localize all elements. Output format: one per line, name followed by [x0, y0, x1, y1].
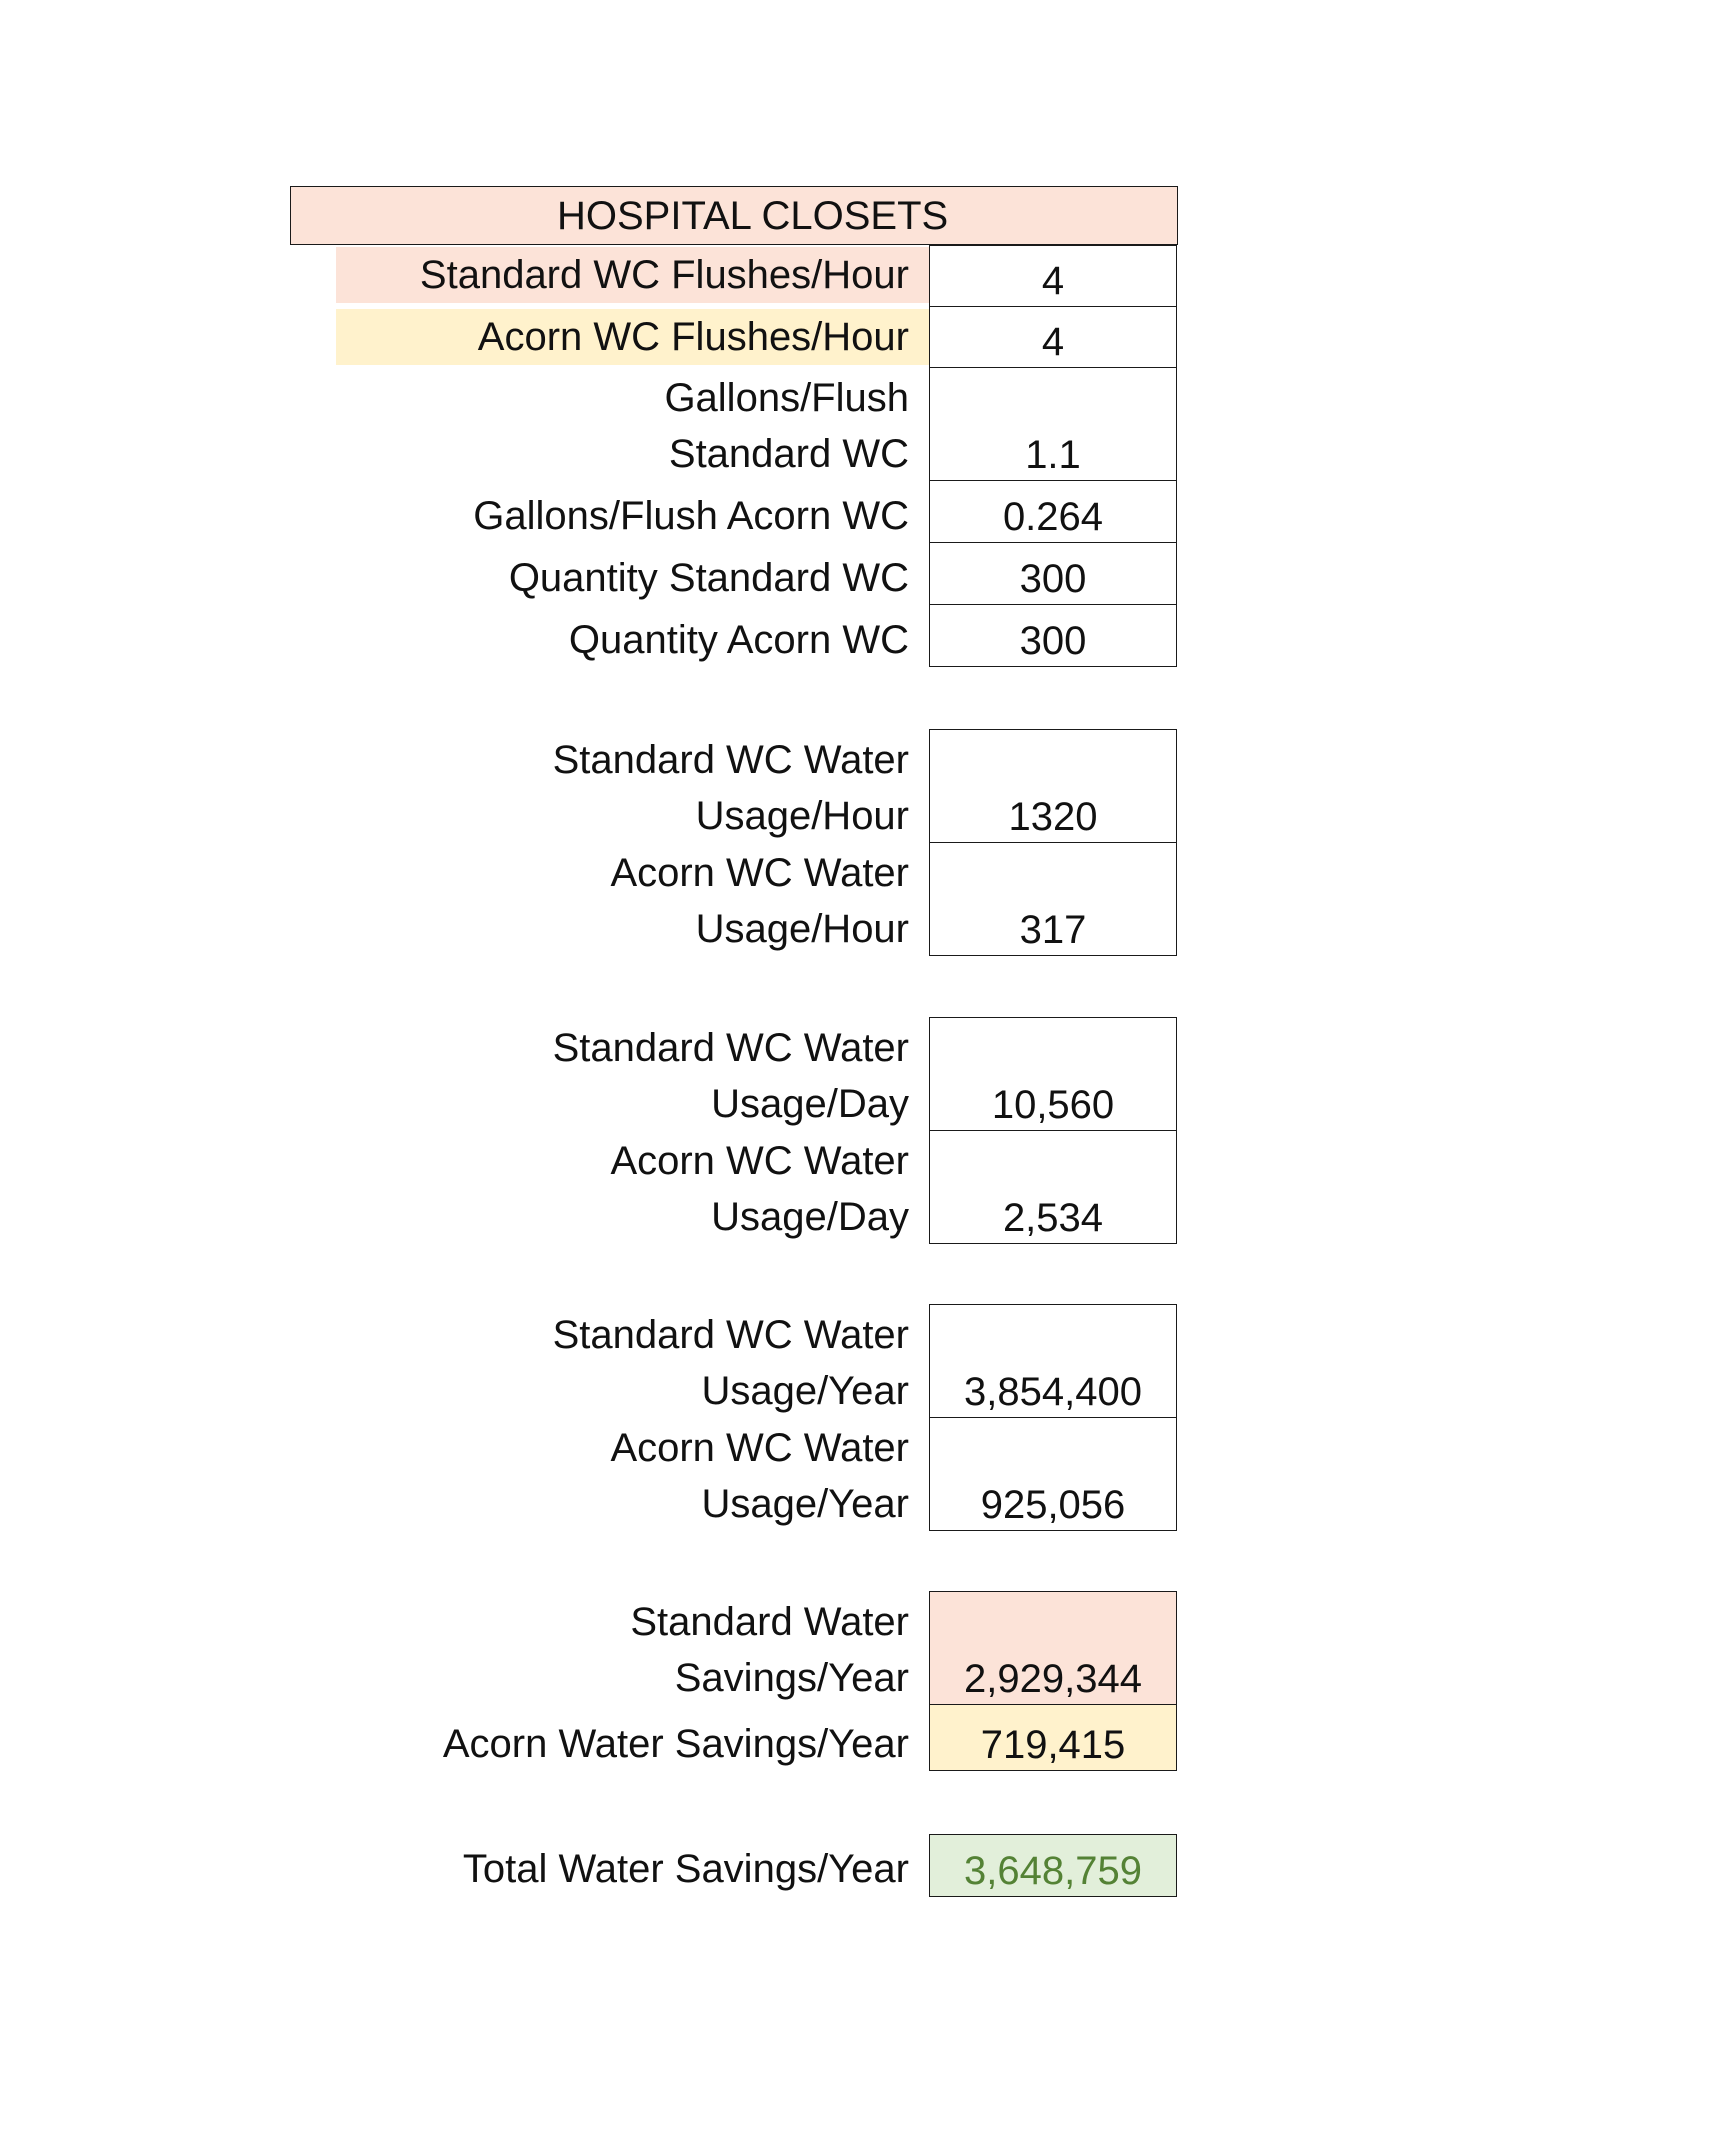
sheet-title: HOSPITAL CLOSETS [290, 186, 1178, 245]
gallons-acorn-value-text: 0.264 [1002, 495, 1104, 539]
acorn-usage-day-label-line1: Acorn WC Water [610, 1139, 909, 1183]
std-usage-day-value[interactable] [929, 1017, 1177, 1131]
std-savings-label-line1: Standard Water [630, 1600, 909, 1644]
std-usage-year-label-line1: Standard WC Water [552, 1313, 909, 1357]
std-savings-label-line2: Savings/Year [674, 1656, 909, 1700]
std-usage-year-value-text: 3,854,400 [964, 1370, 1142, 1414]
std-usage-day-value-text: 10,560 [991, 1083, 1115, 1127]
gallons-standard-label-line2: Standard WC [668, 432, 909, 476]
total-savings-value-text: 3,648,759 [964, 1849, 1142, 1893]
gallons-standard-value[interactable] [929, 367, 1177, 481]
acorn-usage-day-label-line2: Usage/Day [711, 1195, 909, 1239]
qty-standard-label: Quantity Standard WC [508, 556, 909, 600]
acorn-usage-hour-value-text: 317 [1019, 908, 1087, 952]
acorn-savings-label: Acorn Water Savings/Year [442, 1722, 909, 1766]
acorn-usage-year-value[interactable] [929, 1417, 1177, 1531]
acorn-usage-day-value-text: 2,534 [1002, 1196, 1104, 1240]
std-usage-day-label-line1: Standard WC Water [552, 1026, 909, 1070]
acorn-savings-value[interactable] [929, 1704, 1177, 1771]
acorn-usage-day-value[interactable] [929, 1130, 1177, 1244]
standard-flushes-value-text: 4 [1041, 259, 1065, 303]
standard-flushes-value[interactable] [929, 245, 1177, 307]
qty-standard-value[interactable] [929, 542, 1177, 605]
std-savings-value[interactable] [929, 1591, 1177, 1705]
acorn-usage-year-label-line1: Acorn WC Water [610, 1426, 909, 1470]
total-savings-label: Total Water Savings/Year [462, 1847, 909, 1891]
gallons-acorn-value[interactable] [929, 480, 1177, 543]
std-usage-year-label-line2: Usage/Year [701, 1369, 909, 1413]
total-savings-value[interactable] [929, 1834, 1177, 1897]
acorn-usage-hour-label-line1: Acorn WC Water [610, 851, 909, 895]
acorn-flushes-value[interactable] [929, 306, 1177, 368]
acorn-savings-value-text: 719,415 [980, 1723, 1126, 1767]
std-usage-hour-value-text: 1320 [1008, 795, 1098, 839]
qty-standard-value-text: 300 [1019, 557, 1087, 601]
acorn-flushes-label: Acorn WC Flushes/Hour [336, 309, 929, 365]
std-usage-year-value[interactable] [929, 1304, 1177, 1418]
acorn-usage-hour-label-line2: Usage/Hour [695, 907, 909, 951]
gallons-acorn-label: Gallons/Flush Acorn WC [473, 494, 909, 538]
acorn-usage-hour-value[interactable] [929, 842, 1177, 956]
qty-acorn-value-text: 300 [1019, 619, 1087, 663]
std-savings-value-text: 2,929,344 [964, 1657, 1142, 1701]
std-usage-hour-value[interactable] [929, 729, 1177, 843]
acorn-usage-year-label-line2: Usage/Year [701, 1482, 909, 1526]
std-usage-hour-label-line2: Usage/Hour [695, 794, 909, 838]
std-usage-day-label-line2: Usage/Day [711, 1082, 909, 1126]
gallons-standard-label-line1: Gallons/Flush [664, 376, 909, 420]
acorn-flushes-value-text: 4 [1041, 320, 1065, 364]
qty-acorn-label: Quantity Acorn WC [568, 618, 909, 662]
std-usage-hour-label-line1: Standard WC Water [552, 738, 909, 782]
qty-acorn-value[interactable] [929, 604, 1177, 667]
standard-flushes-label: Standard WC Flushes/Hour [336, 247, 929, 303]
gallons-standard-value-text: 1.1 [1025, 433, 1081, 477]
acorn-usage-year-value-text: 925,056 [980, 1483, 1126, 1527]
